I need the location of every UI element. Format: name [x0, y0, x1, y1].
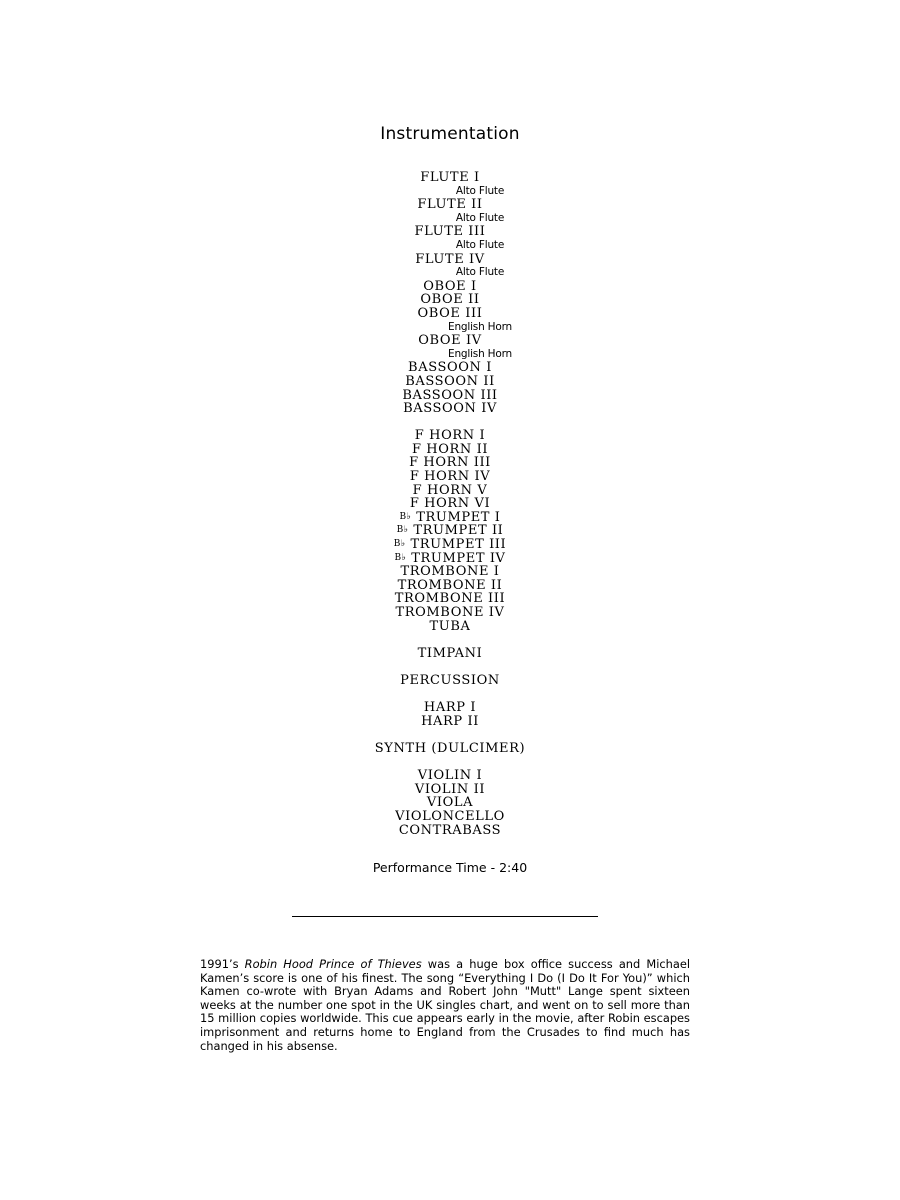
instrument-label: TRUMPET II	[413, 523, 504, 539]
instrument-label: TROMBONE IV	[395, 605, 505, 620]
instrument-name	[0, 592, 900, 606]
horizontal-divider	[292, 916, 598, 917]
instrument-label: TROMBONE II	[397, 577, 503, 593]
instrument-label: TROMBONE III	[394, 591, 506, 607]
instrument-label: VIOLA	[426, 795, 474, 811]
instrument-label: OBOE IV	[418, 333, 482, 349]
instrument-name	[0, 742, 900, 756]
instrument-label: TRUMPET IV	[411, 550, 506, 566]
instrument-label: FLUTE III	[414, 224, 486, 240]
instrument-label: TUBA	[429, 618, 471, 634]
instrument-name	[0, 253, 900, 267]
instrument-label: F HORN I	[414, 428, 486, 444]
instrument-name	[0, 824, 900, 838]
instrument-label: OBOE I	[423, 278, 477, 294]
instrument-name	[0, 565, 900, 579]
instrument-name	[0, 647, 900, 661]
instrument-label: TIMPANI	[417, 645, 483, 661]
description-body: was a huge box office success and Michael Kamen’s score is one of his finest. The song “Everything I Do (I Do It For You)” which Kamen co-wrote with Bryan Adams and Robert John "Mutt" Lange spent sixteen weeks at the number one spot in the UK singles chart, and went on to sell more than 15 million copies worldwide. This cue appears early in the movie, after Robin escapes imprisonment and returns home to England from the Crusades to find much has changed in his absense.	[200, 957, 690, 1053]
instrumentation-list	[0, 171, 900, 837]
instrument-label: PERCUSSION	[400, 672, 500, 688]
group-spacer	[0, 660, 900, 674]
instrument-name	[0, 511, 900, 525]
description-paragraph	[200, 958, 690, 1053]
instrument-name	[0, 701, 900, 715]
instrument-name	[0, 456, 900, 470]
film-title: Robin Hood Prince of Thieves	[244, 957, 422, 971]
instrument-name	[0, 470, 900, 484]
instrument-label: OBOE II	[420, 292, 480, 308]
instrument-name	[0, 307, 900, 321]
instrument-doubling: Alto Flute	[455, 266, 505, 279]
instrument-name	[0, 783, 900, 797]
instrument-name	[0, 606, 900, 620]
instrument-name	[0, 484, 900, 498]
instrument-label: BASSOON I	[408, 360, 492, 376]
instrument-name	[0, 389, 900, 403]
instrument-doubling: English Horn	[448, 320, 512, 333]
instrument-name	[0, 198, 900, 212]
instrument-name	[0, 674, 900, 688]
performance-time: Performance Time - 2:40	[372, 860, 528, 875]
instrument-name	[0, 443, 900, 457]
instrument-label: HARP II	[421, 713, 479, 729]
instrument-name	[0, 293, 900, 307]
instrument-label: OBOE III	[417, 305, 483, 321]
instrument-name	[0, 715, 900, 729]
instrument-doubling: English Horn	[448, 347, 512, 360]
instrument-label: BASSOON III	[402, 387, 498, 403]
instrument-name	[0, 552, 900, 566]
instrument-doubling: Alto Flute	[455, 184, 505, 197]
instrument-name	[0, 620, 900, 634]
group-spacer	[0, 633, 900, 647]
instrument-name	[0, 538, 900, 552]
instrument-name	[0, 579, 900, 593]
instrument-label: F HORN III	[409, 455, 491, 471]
instrument-label: VIOLIN I	[417, 768, 483, 784]
instrument-label: FLUTE II	[417, 197, 483, 213]
flat-key-label: B♭	[393, 539, 406, 550]
instrument-name	[0, 524, 900, 538]
instrument-name	[0, 402, 900, 416]
instrument-label: TROMBONE I	[400, 564, 500, 580]
flat-key-label: B♭	[399, 511, 412, 522]
instrument-name	[0, 375, 900, 389]
instrument-label: CONTRABASS	[398, 822, 502, 838]
instrument-label: F HORN VI	[409, 496, 491, 512]
page-title: Instrumentation	[380, 124, 520, 144]
description-lead: 1991’s	[200, 957, 245, 971]
instrument-label: BASSOON IV	[403, 401, 497, 417]
instrument-name	[0, 429, 900, 443]
instrument-name	[0, 334, 900, 348]
instrument-label: FLUTE I	[420, 170, 480, 185]
instrument-label: VIOLONCELLO	[395, 808, 505, 824]
instrument-name	[0, 280, 900, 294]
group-spacer	[0, 728, 900, 742]
instrument-name	[0, 810, 900, 824]
instrument-name	[0, 225, 900, 239]
group-spacer	[0, 756, 900, 770]
instrument-name	[0, 769, 900, 783]
instrument-label: TRUMPET III	[410, 537, 507, 553]
instrument-name	[0, 796, 900, 810]
group-spacer	[0, 688, 900, 702]
instrument-label: SYNTH (DULCIMER)	[374, 740, 526, 756]
instrument-label: F HORN IV	[409, 469, 491, 485]
instrument-label: TRUMPET I	[416, 509, 501, 525]
instrument-doubling: Alto Flute	[455, 211, 505, 224]
instrument-label: VIOLIN II	[414, 781, 486, 797]
flat-key-label: B♭	[396, 525, 409, 536]
instrument-name	[0, 497, 900, 511]
instrument-label: FLUTE IV	[415, 251, 485, 267]
instrument-label: F HORN II	[411, 441, 489, 457]
flat-key-label: B♭	[394, 552, 407, 563]
instrument-doubling: Alto Flute	[455, 238, 505, 251]
group-spacer	[0, 416, 900, 430]
instrument-label: HARP I	[423, 700, 477, 716]
instrument-label: BASSOON II	[405, 373, 495, 389]
instrument-label: F HORN V	[412, 482, 488, 498]
instrument-name	[0, 361, 900, 375]
instrument-name	[0, 171, 900, 185]
